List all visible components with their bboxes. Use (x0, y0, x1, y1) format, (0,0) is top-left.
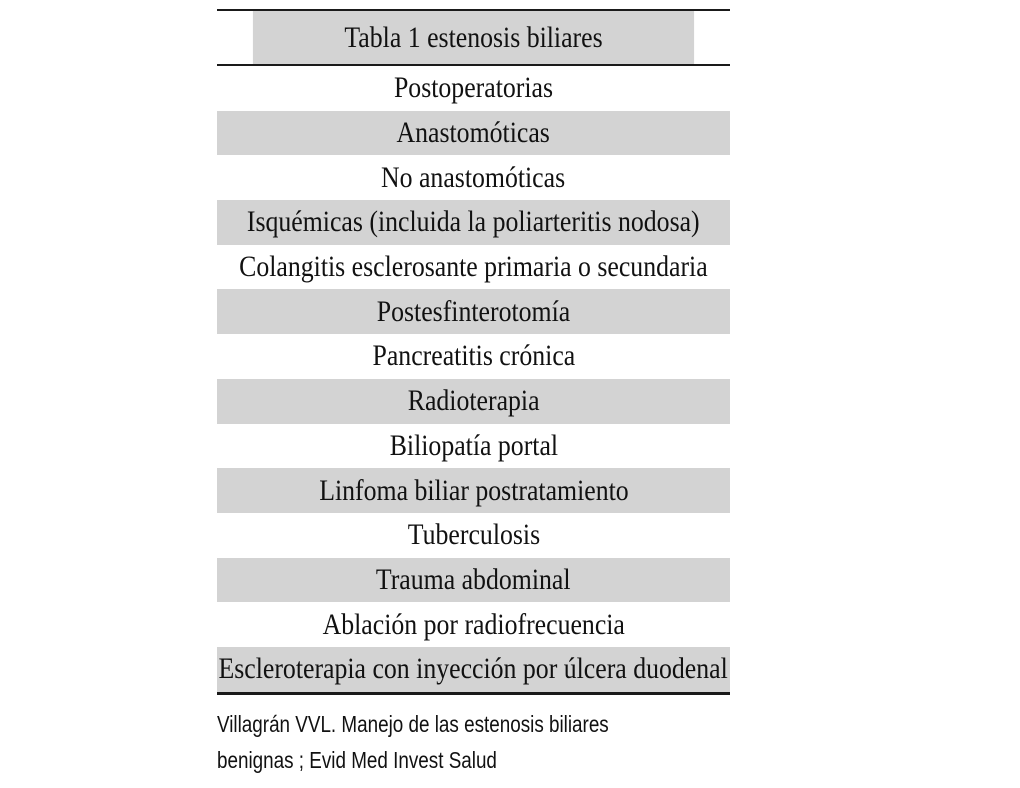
table-row (217, 468, 730, 513)
table-row (217, 289, 730, 334)
table-cell: Tuberculosis (407, 518, 540, 552)
table-cell: Pancreatitis crónica (372, 339, 575, 373)
table-row (217, 424, 730, 469)
table-cell: Ablación por radiofrecuencia (322, 607, 625, 641)
table-cell: Trauma abdominal (376, 562, 571, 596)
table-row (217, 602, 730, 647)
table-row (217, 66, 730, 111)
table-rows (217, 66, 730, 692)
caption-line-2: benignas ; Evid Med Invest Salud (217, 747, 497, 773)
table-cell: No anastomóticas (381, 160, 566, 194)
table-row (217, 513, 730, 558)
table-bottom-rule (217, 692, 730, 695)
source-caption (217, 706, 609, 778)
table-cell: Biliopatía portal (389, 428, 558, 462)
table-cell: Colangitis esclerosante primaria o secundaria (239, 250, 708, 284)
table-cell: Postesfinterotomía (376, 294, 571, 328)
table-cell: Linfoma biliar postratamiento (318, 473, 629, 507)
table-row (217, 155, 730, 200)
table-row (217, 379, 730, 424)
table-row (217, 245, 730, 290)
table-row (217, 647, 730, 692)
table-cell: Postoperatorias (393, 71, 554, 105)
caption-line-1: Villagrán VVL. Manejo de las estenosis biliares (217, 711, 609, 737)
table-row (217, 558, 730, 603)
table-title: Tabla 1 estenosis biliares (253, 11, 694, 64)
table-cell: Isquémicas (incluida la poliarteritis nodosa) (247, 205, 700, 239)
table-cell: Radioterapia (407, 384, 540, 418)
table-row (217, 334, 730, 379)
table-cell: Anastomóticas (396, 116, 551, 150)
table-cell: Escleroterapia con inyección por úlcera duodenal (218, 652, 729, 686)
stenosis-table (217, 9, 730, 695)
table-row (217, 111, 730, 156)
table-row (217, 200, 730, 245)
